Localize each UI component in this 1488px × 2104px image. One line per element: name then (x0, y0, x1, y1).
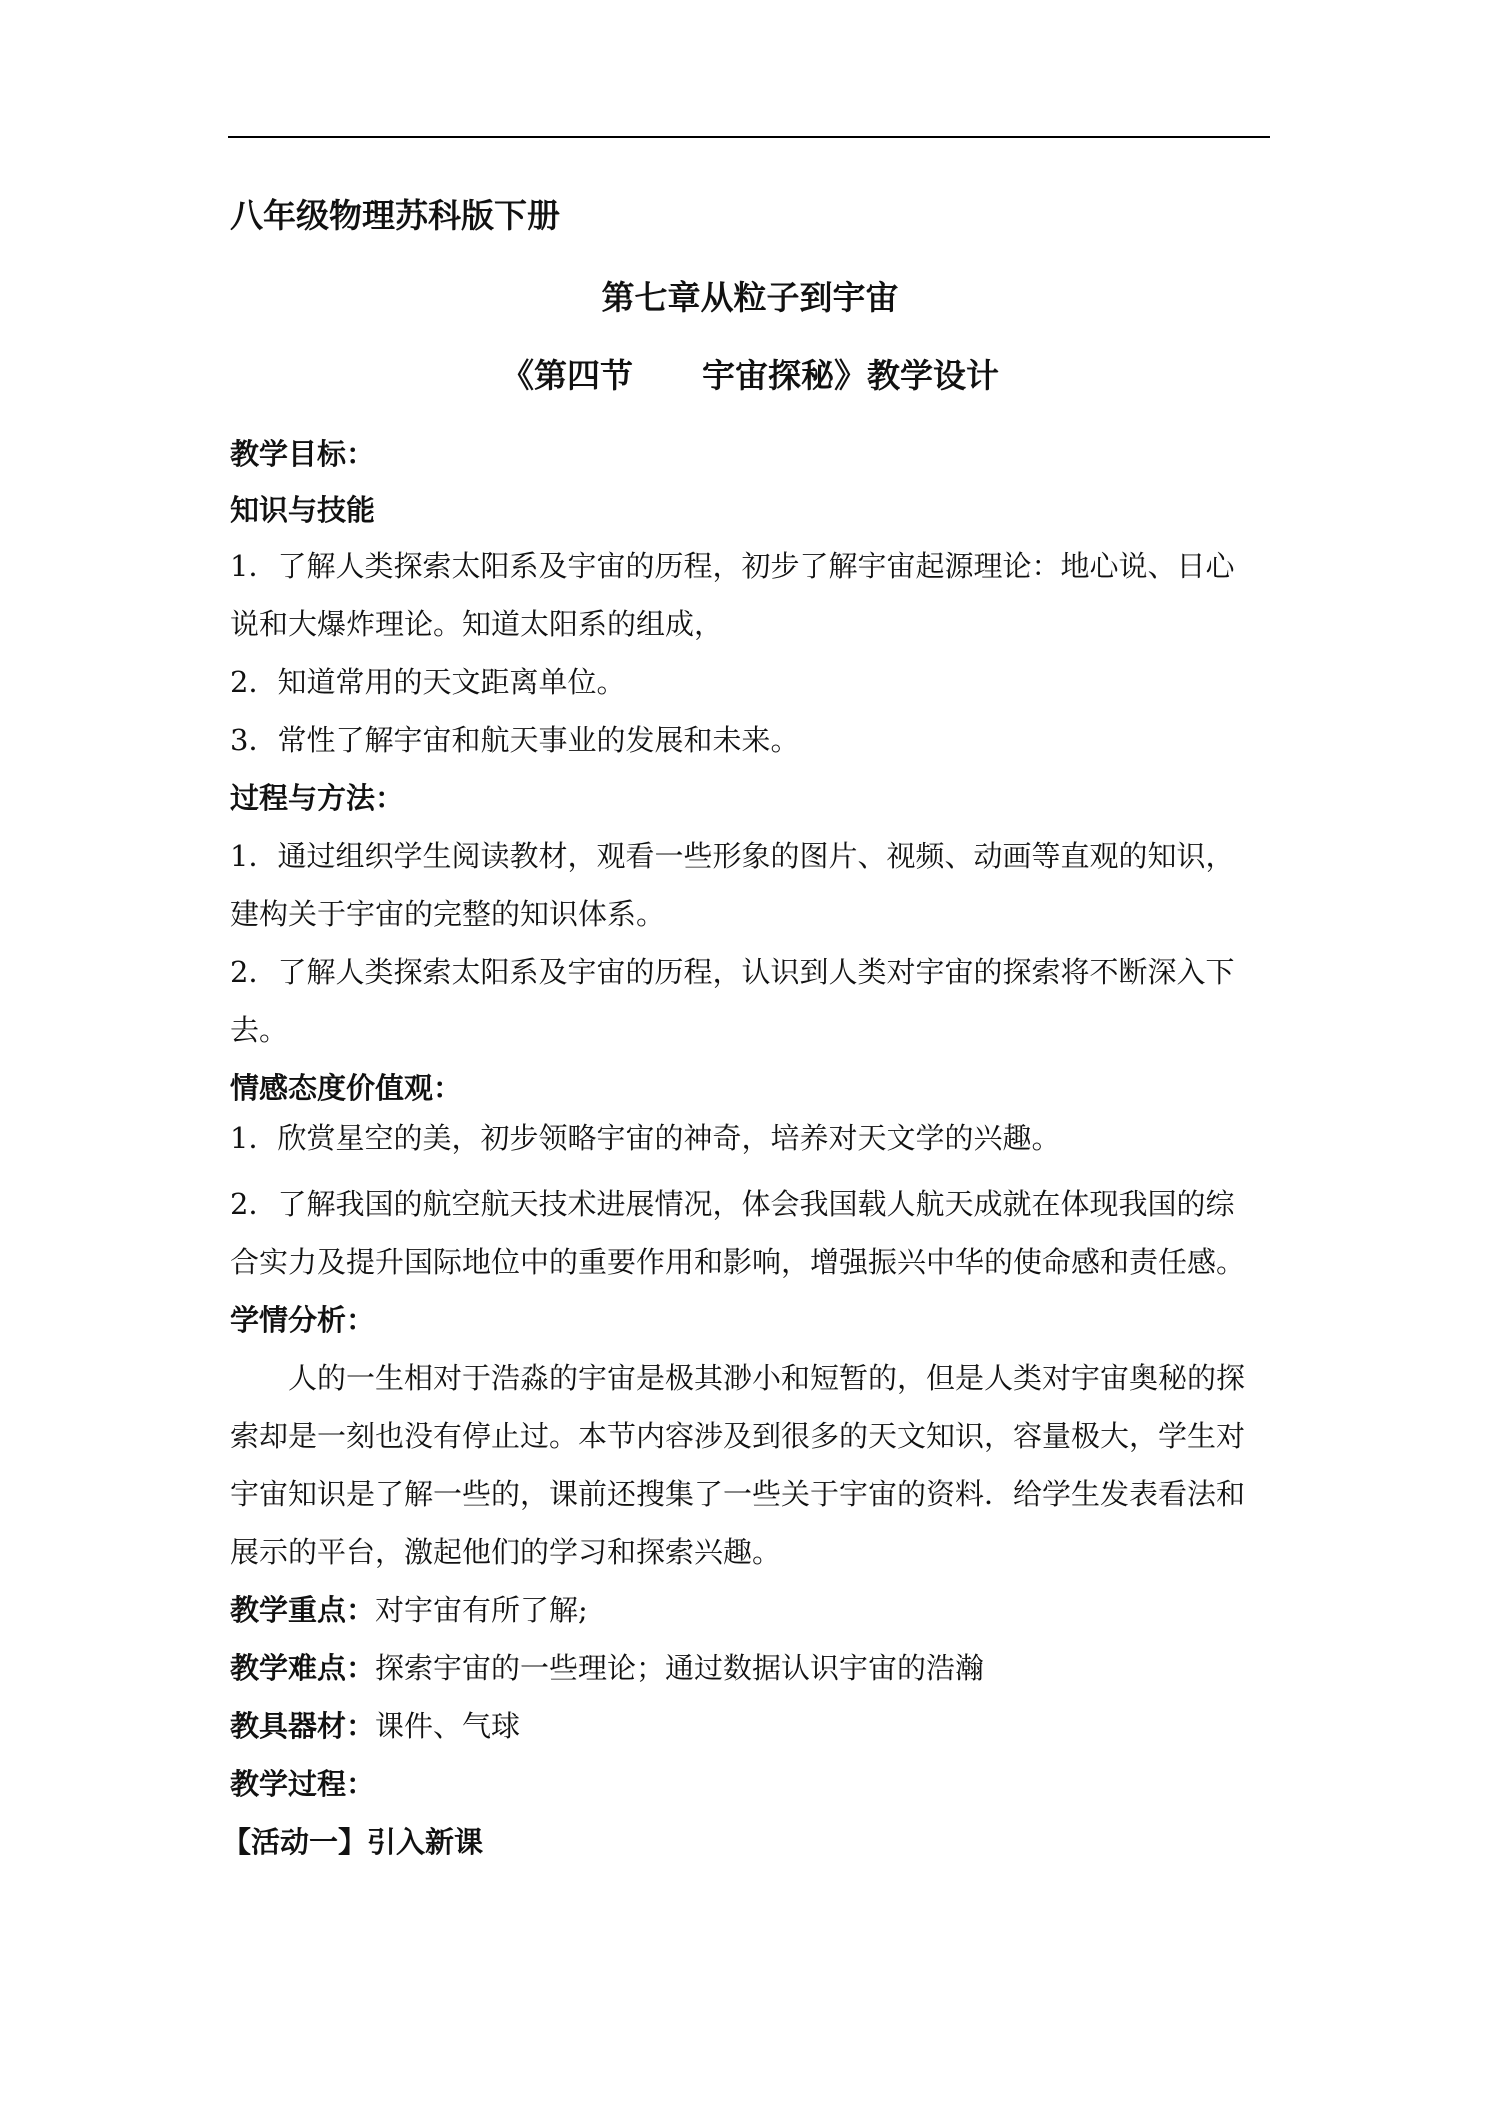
process-item-1: 1．通过组织学生阅读教材，观看一些形象的图片、视频、动画等直观的知识， (230, 839, 1235, 873)
difficulty-text: 探索宇宙的一些理论；通过数据认识宇宙的浩瀚 (375, 1651, 985, 1685)
analysis-paragraph-line-2: 索却是一刻也没有停止过。本节内容涉及到很多的天文知识，容量极大，学生对 (230, 1419, 1246, 1453)
key-point-text: 对宇宙有所了解; (375, 1593, 588, 1627)
emotion-item-2: 2．了解我国的航空航天技术进展情况，体会我国载人航天成就在体现我国的综 (230, 1187, 1235, 1221)
analysis-heading: 学情分析： (230, 1303, 376, 1337)
activity-1-heading: 【活动一】引入新课 (222, 1825, 484, 1859)
knowledge-item-2: 2．知道常用的天文距离单位。 (230, 665, 626, 699)
emotion-heading: 情感态度价值观： (230, 1071, 463, 1105)
materials-label: 教具器材： (230, 1709, 376, 1743)
difficulty-label: 教学难点： (230, 1651, 376, 1685)
analysis-paragraph-line-4: 展示的平台，激起他们的学习和探索兴趣。 (230, 1535, 782, 1569)
process-item-2: 2．了解人类探索太阳系及宇宙的历程，认识到人类对宇宙的探索将不断深入下 (230, 955, 1235, 989)
teaching-process-heading: 教学过程： (230, 1767, 376, 1801)
key-point (230, 1590, 588, 1630)
materials (230, 1706, 520, 1746)
header-rule (228, 136, 1270, 138)
knowledge-heading: 知识与技能 (230, 493, 376, 527)
objectives-heading: 教学目标： (230, 437, 376, 471)
chapter-title: 第七章从粒子到宇宙 (601, 278, 899, 317)
process-item-2-cont: 去。 (230, 1013, 289, 1047)
process-item-1-cont: 建构关于宇宙的完整的知识体系。 (230, 897, 666, 931)
grade-title: 八年级物理苏科版下册 (230, 196, 560, 235)
lesson-title: 《第四节 宇宙探秘》教学设计 (501, 356, 999, 395)
emotion-item-1: 1．欣赏星空的美，初步领略宇宙的神奇，培养对天文学的兴趣。 (230, 1121, 1061, 1155)
knowledge-item-1-cont: 说和大爆炸理论。知道太阳系的组成， (230, 607, 724, 641)
analysis-paragraph-line-3: 宇宙知识是了解一些的，课前还搜集了一些关于宇宙的资料．给学生发表看法和 (230, 1477, 1246, 1511)
materials-text: 课件、气球 (375, 1709, 521, 1743)
emotion-item-2-cont: 合实力及提升国际地位中的重要作用和影响，增强振兴中华的使命感和责任感。 (230, 1245, 1246, 1279)
process-method-heading: 过程与方法： (230, 781, 405, 815)
key-point-label: 教学重点： (230, 1593, 376, 1627)
knowledge-item-3: 3．常性了解宇宙和航天事业的发展和未来。 (230, 723, 800, 757)
difficulty (230, 1648, 984, 1688)
analysis-paragraph-line-1: 人的一生相对于浩淼的宇宙是极其渺小和短暂的，但是人类对宇宙奥秘的探 (288, 1361, 1246, 1395)
knowledge-item-1: 1．了解人类探索太阳系及宇宙的历程，初步了解宇宙起源理论：地心说、日心 (230, 549, 1235, 583)
